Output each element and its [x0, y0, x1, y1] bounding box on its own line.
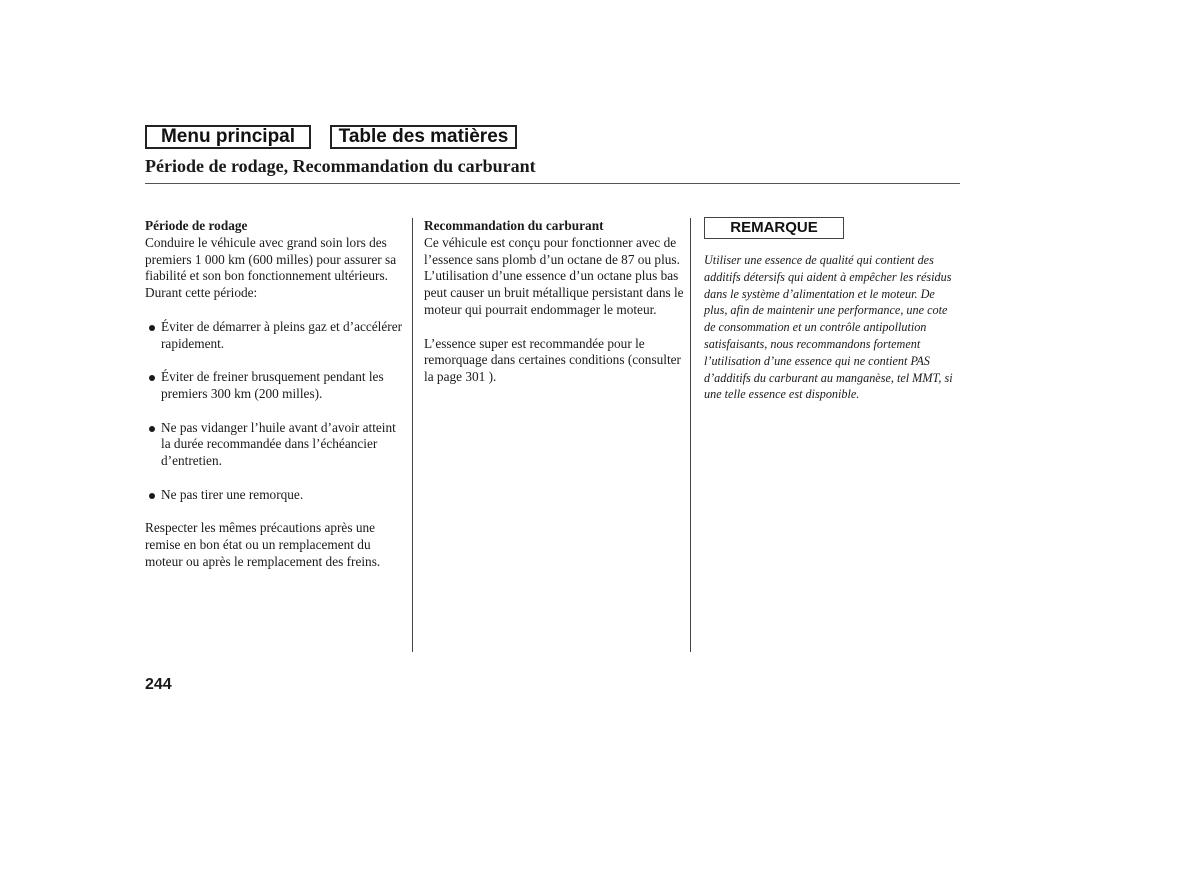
menu-principal-button[interactable]: Menu principal	[145, 125, 311, 149]
column-divider	[690, 218, 691, 652]
remark-text: Utiliser une essence de qualité qui contient des additifs détersifs qui aident à empêcher les résidus dans le système d’alimentation et le moteur. De plus, afin de maintenir une performance, une cote de consommation et un contrôle antipollution satisfaisants, nous recommandons fortement l’utilisation d’une essence qui ne contient PAS d’additifs du carburant au manganèse, tel MMT, si une telle essence est disponible.	[704, 253, 953, 402]
break-in-intro: Conduire le véhicule avec grand soin lors des premiers 1 000 km (600 milles) pour assurer sa fiabilité et son bon fonctionnement ultérieurs.	[145, 234, 397, 284]
list-item: Ne pas tirer une remorque.	[145, 487, 407, 504]
fuel-paragraph-1: Ce véhicule est conçu pour fonctionner avec de l’essence sans plomb d’un octane de 87 ou plus. L’utilisation d’une essence d’un octane plus bas peut causer un bruit métallique persistant dans le moteur qui pourrait endommager le moteur.	[424, 234, 684, 317]
break-in-closing: Respecter les mêmes précautions après une remise en bon état ou un remplacement du moteur ou après le remplacement des freins.	[145, 520, 381, 569]
break-in-bullet-list	[145, 319, 407, 504]
remark-label: REMARQUE	[704, 217, 844, 239]
list-item: Éviter de démarrer à pleins gaz et d’accélérer rapidement.	[145, 319, 407, 353]
break-in-during: Durant cette période:	[145, 285, 258, 301]
list-item: Ne pas vidanger l’huile avant d’avoir atteint la durée recommandée dans l’échéancier d’entretien.	[145, 420, 407, 470]
page-title: Période de rodage, Recommandation du carburant	[145, 156, 536, 176]
page-number: 244	[145, 676, 172, 693]
fuel-section	[424, 218, 684, 386]
list-item: Éviter de freiner brusquement pendant les premiers 300 km (200 milles).	[145, 369, 407, 403]
fuel-paragraph-2: L’essence super est recommandée pour le remorquage dans certaines conditions (consulter la page 301 ).	[424, 335, 681, 385]
title-divider	[145, 183, 960, 184]
fuel-heading: Recommandation du carburant	[424, 218, 604, 233]
break-in-heading: Période de rodage	[145, 218, 248, 233]
table-des-matieres-button[interactable]: Table des matières	[330, 125, 517, 149]
break-in-section	[145, 218, 407, 571]
column-divider	[412, 218, 413, 652]
